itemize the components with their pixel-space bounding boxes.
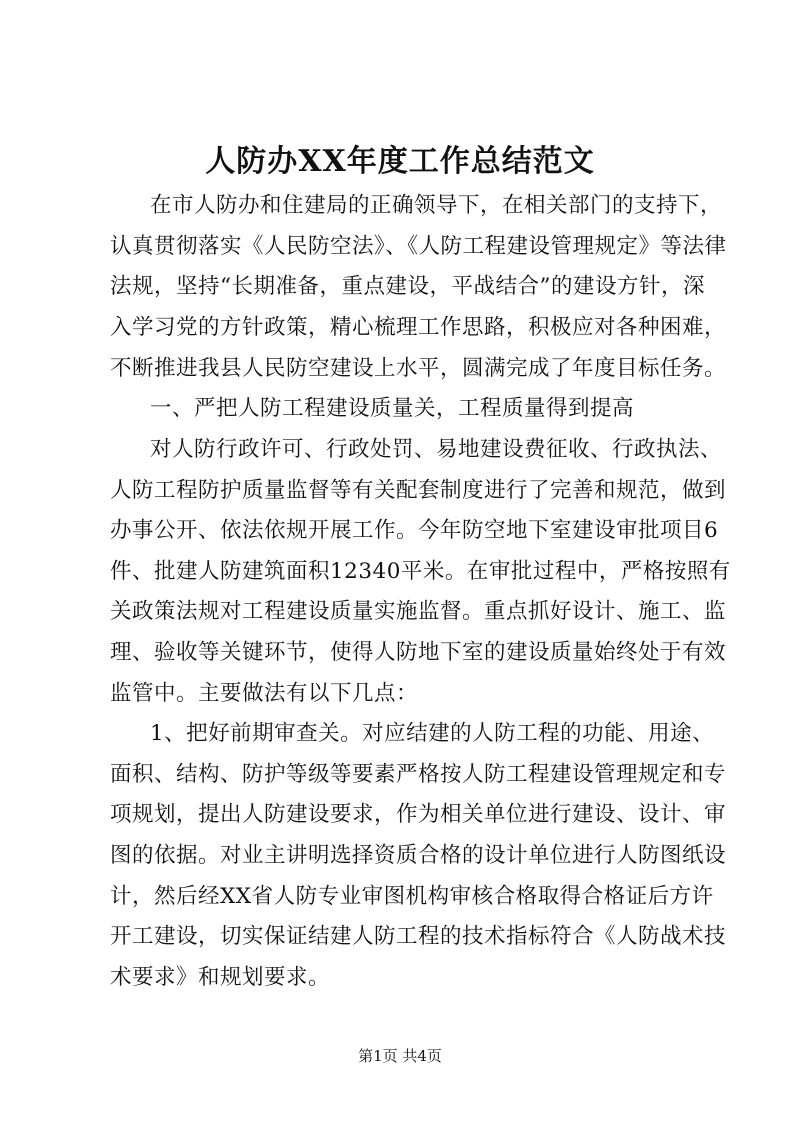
paragraph-line: 监管中。主要做法有以下几点： — [110, 681, 419, 706]
page-number-footer: 第1页 共4页 — [358, 1047, 442, 1065]
paragraph-line: 件、批建人防建筑面积12340平米。在审批过程中，严格按照有 — [110, 559, 731, 584]
paragraph-line: 计，然后经XX省人防专业审图机构审核合格取得合格证后方许 — [110, 884, 714, 909]
section-heading: 一、严把人防工程建设质量关，工程质量得到提高 — [150, 396, 635, 421]
paragraph-line: 对人防行政许可、行政处罚、易地建设费征收、行政执法、 — [150, 437, 723, 462]
paragraph-line: 人防工程防护质量监督等有关配套制度进行了完善和规范，做到 — [110, 478, 727, 503]
paragraph-line: 图的依据。对业主讲明选择资质合格的设计单位进行人防图纸设 — [110, 843, 727, 868]
paragraph-line: 项规划，提出人防建设要求，作为相关单位进行建设、设计、审 — [110, 802, 727, 827]
paragraph-line: 1、把好前期审查关。对应结建的人防工程的功能、用途、 — [150, 721, 715, 746]
document-title: 人防办XX年度工作总结范文 — [205, 144, 595, 179]
paragraph-line: 开工建设，切实保证结建人防工程的技术指标符合《人防战术技 — [110, 924, 727, 949]
paragraph-line: 法规，坚持“长期准备，重点建设，平战结合”的建设方针，深 — [110, 274, 705, 299]
paragraph-line: 认真贯彻落实《人民防空法》、《人防工程建设管理规定》等法律 — [110, 234, 727, 259]
paragraph-line: 办事公开、依法依规开展工作。今年防空地下室建设审批项目6 — [110, 518, 719, 543]
paragraph-line: 面积、结构、防护等级等要素严格按人防工程建设管理规定和专 — [110, 762, 727, 787]
paragraph-line: 不断推进我县人民防空建设上水平，圆满完成了年度目标任务。 — [110, 356, 727, 381]
paragraph-line: 理、验收等关键环节，使得人防地下室的建设质量始终处于有效 — [110, 640, 727, 665]
paragraph-line: 术要求》和规划要求。 — [110, 965, 331, 990]
paragraph-line: 入学习党的方针政策，精心梳理工作思路，积极应对各种困难， — [110, 315, 727, 340]
paragraph-line: 关政策法规对工程建设质量实施监督。重点抓好设计、施工、监 — [110, 599, 727, 624]
paragraph-line: 在市人防办和住建局的正确领导下，在相关部门的支持下， — [150, 193, 723, 218]
